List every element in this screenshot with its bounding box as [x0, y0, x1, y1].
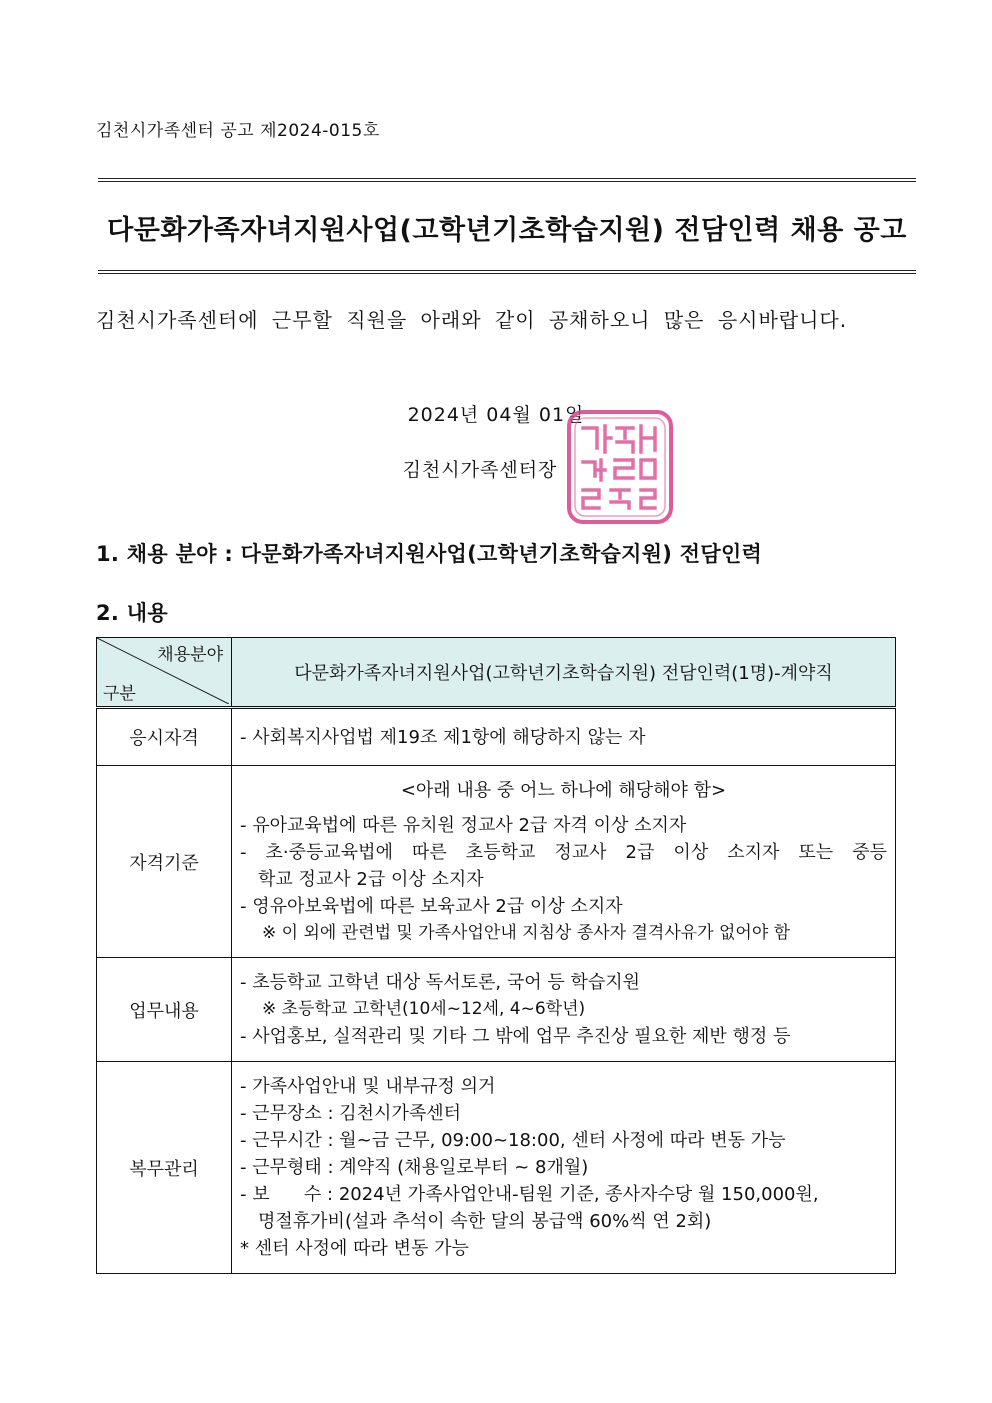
row-content — [232, 708, 896, 766]
page-title: 다문화가족자녀지원사업(고학년기초학습지원) 전담인력 채용 공고 — [107, 215, 907, 246]
title-top-rule — [98, 178, 916, 182]
table-header-row — [97, 638, 896, 708]
table-row — [97, 708, 896, 766]
row-label: 복무관리 — [97, 1062, 232, 1274]
corner-label-category: 구분 — [103, 684, 136, 704]
content-subtitle: <아래 내용 중 어느 하나에 해당해야 함> — [400, 779, 727, 801]
content-line: - 사회복지사업법 제19조 제1항에 해당하지 않는 자 — [240, 726, 646, 748]
content-line: - 근무장소 : 김천시가족센터 — [240, 1103, 461, 1124]
content-line: - 보 수 : 2024년 가족사업안내-팀원 기준, 종사자수당 월 150,000원, — [240, 1184, 819, 1205]
row-label: 자격기준 — [97, 766, 232, 958]
title-bottom-rule — [98, 270, 916, 274]
section-1-heading: 1. 채용 분야 : 다문화가족자녀지원사업(고학년기초학습지원) 전담인력 — [96, 542, 763, 566]
notice-number: 김천시가족센터 공고 제2024-015호 — [96, 121, 380, 141]
row-content — [232, 958, 896, 1062]
content-line: 학교 정교사 2급 이상 소지자 — [258, 868, 484, 890]
row-content — [232, 1062, 896, 1274]
intro-paragraph: 김천시가족센터에 근무할 직원을 아래와 같이 공채하오니 많은 응시바랍니다. — [96, 308, 848, 332]
announcement-date: 2024년 04월 01일 — [407, 404, 585, 426]
row-content — [232, 766, 896, 958]
content-line: * 센터 사정에 따라 변동 가능 — [240, 1238, 469, 1259]
official-seal-stamp — [565, 408, 675, 526]
section-2-heading: 2. 내용 — [96, 601, 168, 625]
content-note: ※ 이 외에 관련법 및 가족사업안내 지침상 종사자 결격사유가 없어야 함 — [262, 922, 791, 943]
content-line: - 초등학교 고학년 대상 독서토론, 국어 등 학습지원 — [240, 972, 641, 993]
content-line: - 가족사업안내 및 내부규정 의거 — [240, 1076, 496, 1097]
signer-name: 김천시가족센터장 — [402, 459, 558, 481]
row-label: 업무내용 — [97, 958, 232, 1062]
table-row — [97, 1062, 896, 1274]
table-row — [97, 766, 896, 958]
content-line: - 근무시간 : 월~금 근무, 09:00~18:00, 센터 사정에 따라 변동 가능 — [240, 1130, 786, 1151]
content-note: ※ 초등학교 고학년(10세~12세, 4~6학년) — [262, 999, 586, 1019]
table-corner-cell — [97, 638, 232, 708]
content-line: - 사업홍보, 실적관리 및 기타 그 밖에 업무 추진상 필요한 제반 행정 등 — [240, 1026, 791, 1047]
content-line: - 근무형태 : 계약직 (채용일로부터 ~ 8개월) — [240, 1157, 589, 1178]
table-header-title: 다문화가족자녀지원사업(고학년기초학습지원) 전담인력(1명)-계약직 — [232, 638, 896, 708]
recruitment-details-table — [96, 637, 896, 1274]
content-line: - 영유아보육법에 따른 보육교사 2급 이상 소지자 — [240, 895, 623, 917]
content-line: 명절휴가비(설과 추석이 속한 달의 봉급액 60%씩 연 2회) — [258, 1211, 712, 1232]
corner-label-field: 채용분야 — [157, 645, 223, 665]
content-line: - 유아교육법에 따른 유치원 정교사 2급 자격 이상 소지자 — [240, 814, 687, 836]
content-line: - 초·중등교육법에 따른 초등학교 정교사 2급 이상 소지자 또는 중등 — [240, 841, 887, 863]
row-label: 응시자격 — [97, 708, 232, 766]
table-row — [97, 958, 896, 1062]
